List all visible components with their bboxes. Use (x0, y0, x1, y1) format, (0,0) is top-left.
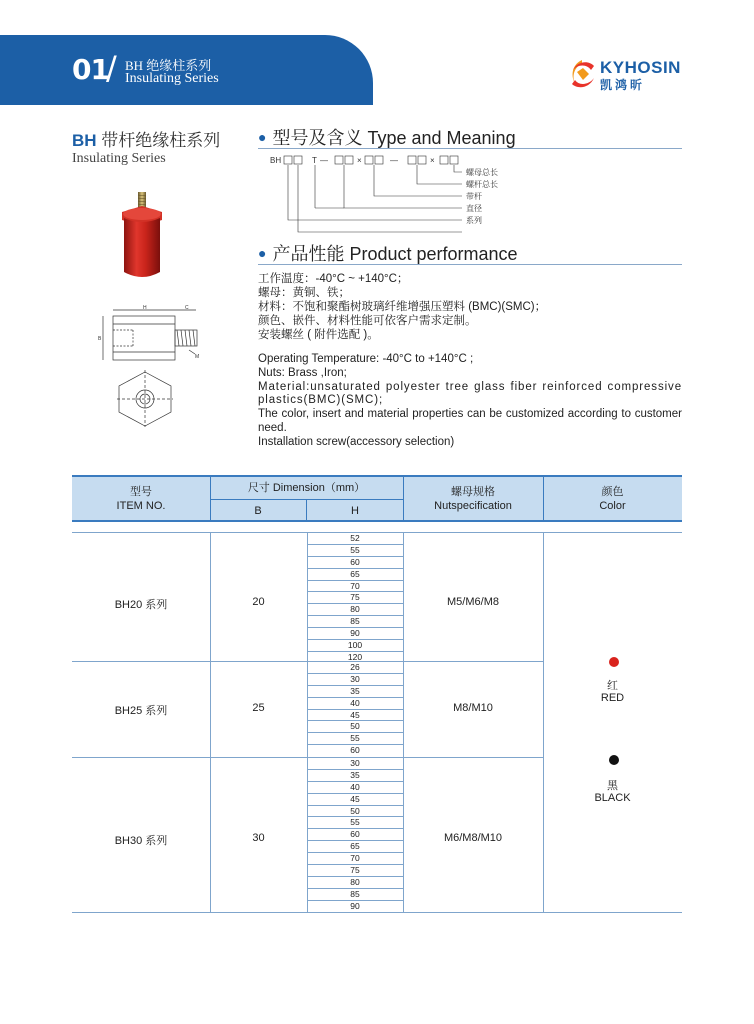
row-item-bh20: BH20 系列 (114, 599, 168, 611)
h-value: 65 (307, 569, 403, 581)
color-swatch-red (609, 657, 619, 667)
perf-cn-line: 安装螺丝 ( 附件选配 )。 (258, 329, 379, 341)
h-value: 45 (307, 710, 403, 722)
performance-cn-text (258, 272, 682, 342)
perf-en-line: Nuts: Brass ,Iron; (258, 366, 347, 379)
type-meaning-divider (258, 148, 682, 149)
h-value: 50 (307, 806, 403, 818)
banner-series-cn: BH 绝缘柱系列 (125, 58, 212, 73)
th-item (72, 485, 210, 513)
drawing-label-c: C (185, 305, 189, 311)
code-label-with-rod: 带杆 (466, 192, 482, 201)
th-item-cn: 型号 (130, 486, 152, 498)
h-value: 30 (307, 674, 403, 686)
technical-drawing (93, 302, 203, 427)
code-dash-2: — (390, 156, 398, 165)
insulator-product-image (112, 190, 172, 282)
th-b: B (254, 505, 262, 517)
code-label-nut-length: 螺母总长 (466, 168, 498, 177)
performance-heading: ● 产品性能 Product performance (258, 244, 518, 264)
h-value: 100 (307, 640, 403, 652)
h-value: 80 (307, 604, 403, 616)
h-value: 70 (307, 581, 403, 593)
perf-en-line: Material:unsaturated polyester tree glass fiber reinforced compressive plastics(BMC)(SMC); (258, 380, 682, 407)
h-value: 80 (307, 877, 403, 889)
model-code-diagram (270, 153, 520, 233)
banner-series-en: Insulating Series (125, 71, 219, 86)
table-header (72, 475, 682, 522)
th-color (543, 485, 682, 513)
h-value: 35 (307, 686, 403, 698)
th-h: H (351, 505, 359, 517)
row-b-bh20: 20 (252, 596, 265, 608)
logo-text: KYHOSIN (600, 58, 681, 77)
code-times-1: × (357, 156, 362, 165)
code-label-diameter: 直径 (466, 204, 482, 213)
h-value: 45 (307, 794, 403, 806)
h-value: 35 (307, 770, 403, 782)
h-list-bh30 (307, 758, 403, 913)
code-dash-1: — (320, 156, 328, 165)
h-list-bh20 (307, 533, 403, 664)
performance-en-text (258, 353, 682, 450)
th-nut-en: Nutspecification (434, 500, 512, 512)
h-value: 60 (307, 557, 403, 569)
th-item-en: ITEM NO. (116, 500, 166, 512)
row-nut-bh20: M5/M6/M8 (447, 596, 499, 608)
th-nut-cn: 螺母规格 (451, 486, 495, 498)
code-prefix: BH (270, 156, 282, 165)
perf-cn-line: 材料：不饱和聚酯树玻璃纤维增强压塑料 (BMC)(SMC)； (258, 301, 547, 313)
h-value: 50 (307, 721, 403, 733)
color-red-en: RED (600, 692, 625, 704)
drawing-label-m: M (195, 354, 200, 360)
h-value: 26 (307, 662, 403, 674)
code-label-series: 系列 (466, 216, 482, 225)
drawing-label-b: B (98, 336, 102, 342)
row-nut-bh25: M8/M10 (453, 702, 493, 714)
h-value: 90 (350, 900, 360, 911)
h-value: 40 (307, 698, 403, 710)
h-value: 70 (307, 853, 403, 865)
th-dimension: 尺寸 Dimension（mm） (247, 482, 366, 494)
row-item-bh30: BH30 系列 (114, 835, 168, 847)
h-value: 60 (350, 745, 360, 756)
h-value: 90 (307, 628, 403, 640)
h-list-bh25 (307, 662, 403, 757)
performance-heading-text: 产品性能 Product performance (272, 244, 518, 264)
h-value: 75 (307, 865, 403, 877)
h-value: 55 (307, 733, 403, 745)
color-swatch-black (609, 755, 619, 765)
color-black-en: BLACK (594, 792, 631, 804)
type-meaning-heading: ● 型号及含义 Type and Meaning (258, 128, 516, 148)
h-value: 55 (307, 817, 403, 829)
code-times-2: × (430, 156, 435, 165)
perf-cn-line: 工作温度：-40°C ~ +140°C； (258, 273, 409, 285)
series-title-rest: 带杆绝缘柱系列 (96, 131, 221, 150)
performance-divider (258, 264, 682, 265)
row-b-bh25: 25 (252, 702, 265, 714)
th-color-en: Color (599, 500, 626, 512)
series-subtitle: Insulating Series (72, 151, 166, 166)
perf-en-line: Installation screw(accessory selection) (258, 435, 455, 448)
drawing-label-h: H (143, 305, 147, 311)
th-nut (403, 485, 543, 513)
row-nut-bh30: M6/M8/M10 (443, 832, 503, 844)
th-color-cn: 颜色 (601, 486, 624, 498)
h-value: 52 (307, 533, 403, 545)
h-value: 40 (307, 782, 403, 794)
h-value: 65 (307, 841, 403, 853)
series-title (72, 126, 220, 151)
perf-en-line: Operating Temperature: -40°C to +140°C ; (258, 353, 474, 365)
perf-cn-line: 颜色、嵌件、材料性能可依客户需求定制。 (258, 315, 477, 327)
logo-text-cn: 凯鸿昕 (600, 78, 646, 92)
color-red-cn: 红 (607, 680, 618, 692)
code-t: T (312, 156, 317, 165)
h-value: 120 (347, 651, 363, 662)
series-title-bh: BH (72, 131, 97, 150)
page-number: 01 (72, 53, 109, 86)
logo-icon (567, 58, 597, 90)
perf-cn-line: 螺母：黄铜、铁； (258, 287, 350, 299)
perf-en-line: The color, insert and material properties can be customized according to customer need. (258, 408, 682, 434)
row-b-bh30: 30 (252, 832, 265, 844)
row-item-bh25: BH25 系列 (114, 705, 168, 717)
h-value: 85 (307, 616, 403, 628)
h-value: 30 (307, 758, 403, 770)
type-meaning-heading-text: 型号及含义 Type and Meaning (272, 128, 516, 148)
h-value: 55 (307, 545, 403, 557)
h-value: 75 (307, 592, 403, 604)
page-number-slash: / (106, 49, 117, 87)
code-label-screw-length: 螺杆总长 (466, 180, 498, 189)
h-value: 60 (307, 829, 403, 841)
h-value: 85 (307, 889, 403, 901)
color-black-cn: 黑 (607, 780, 618, 792)
